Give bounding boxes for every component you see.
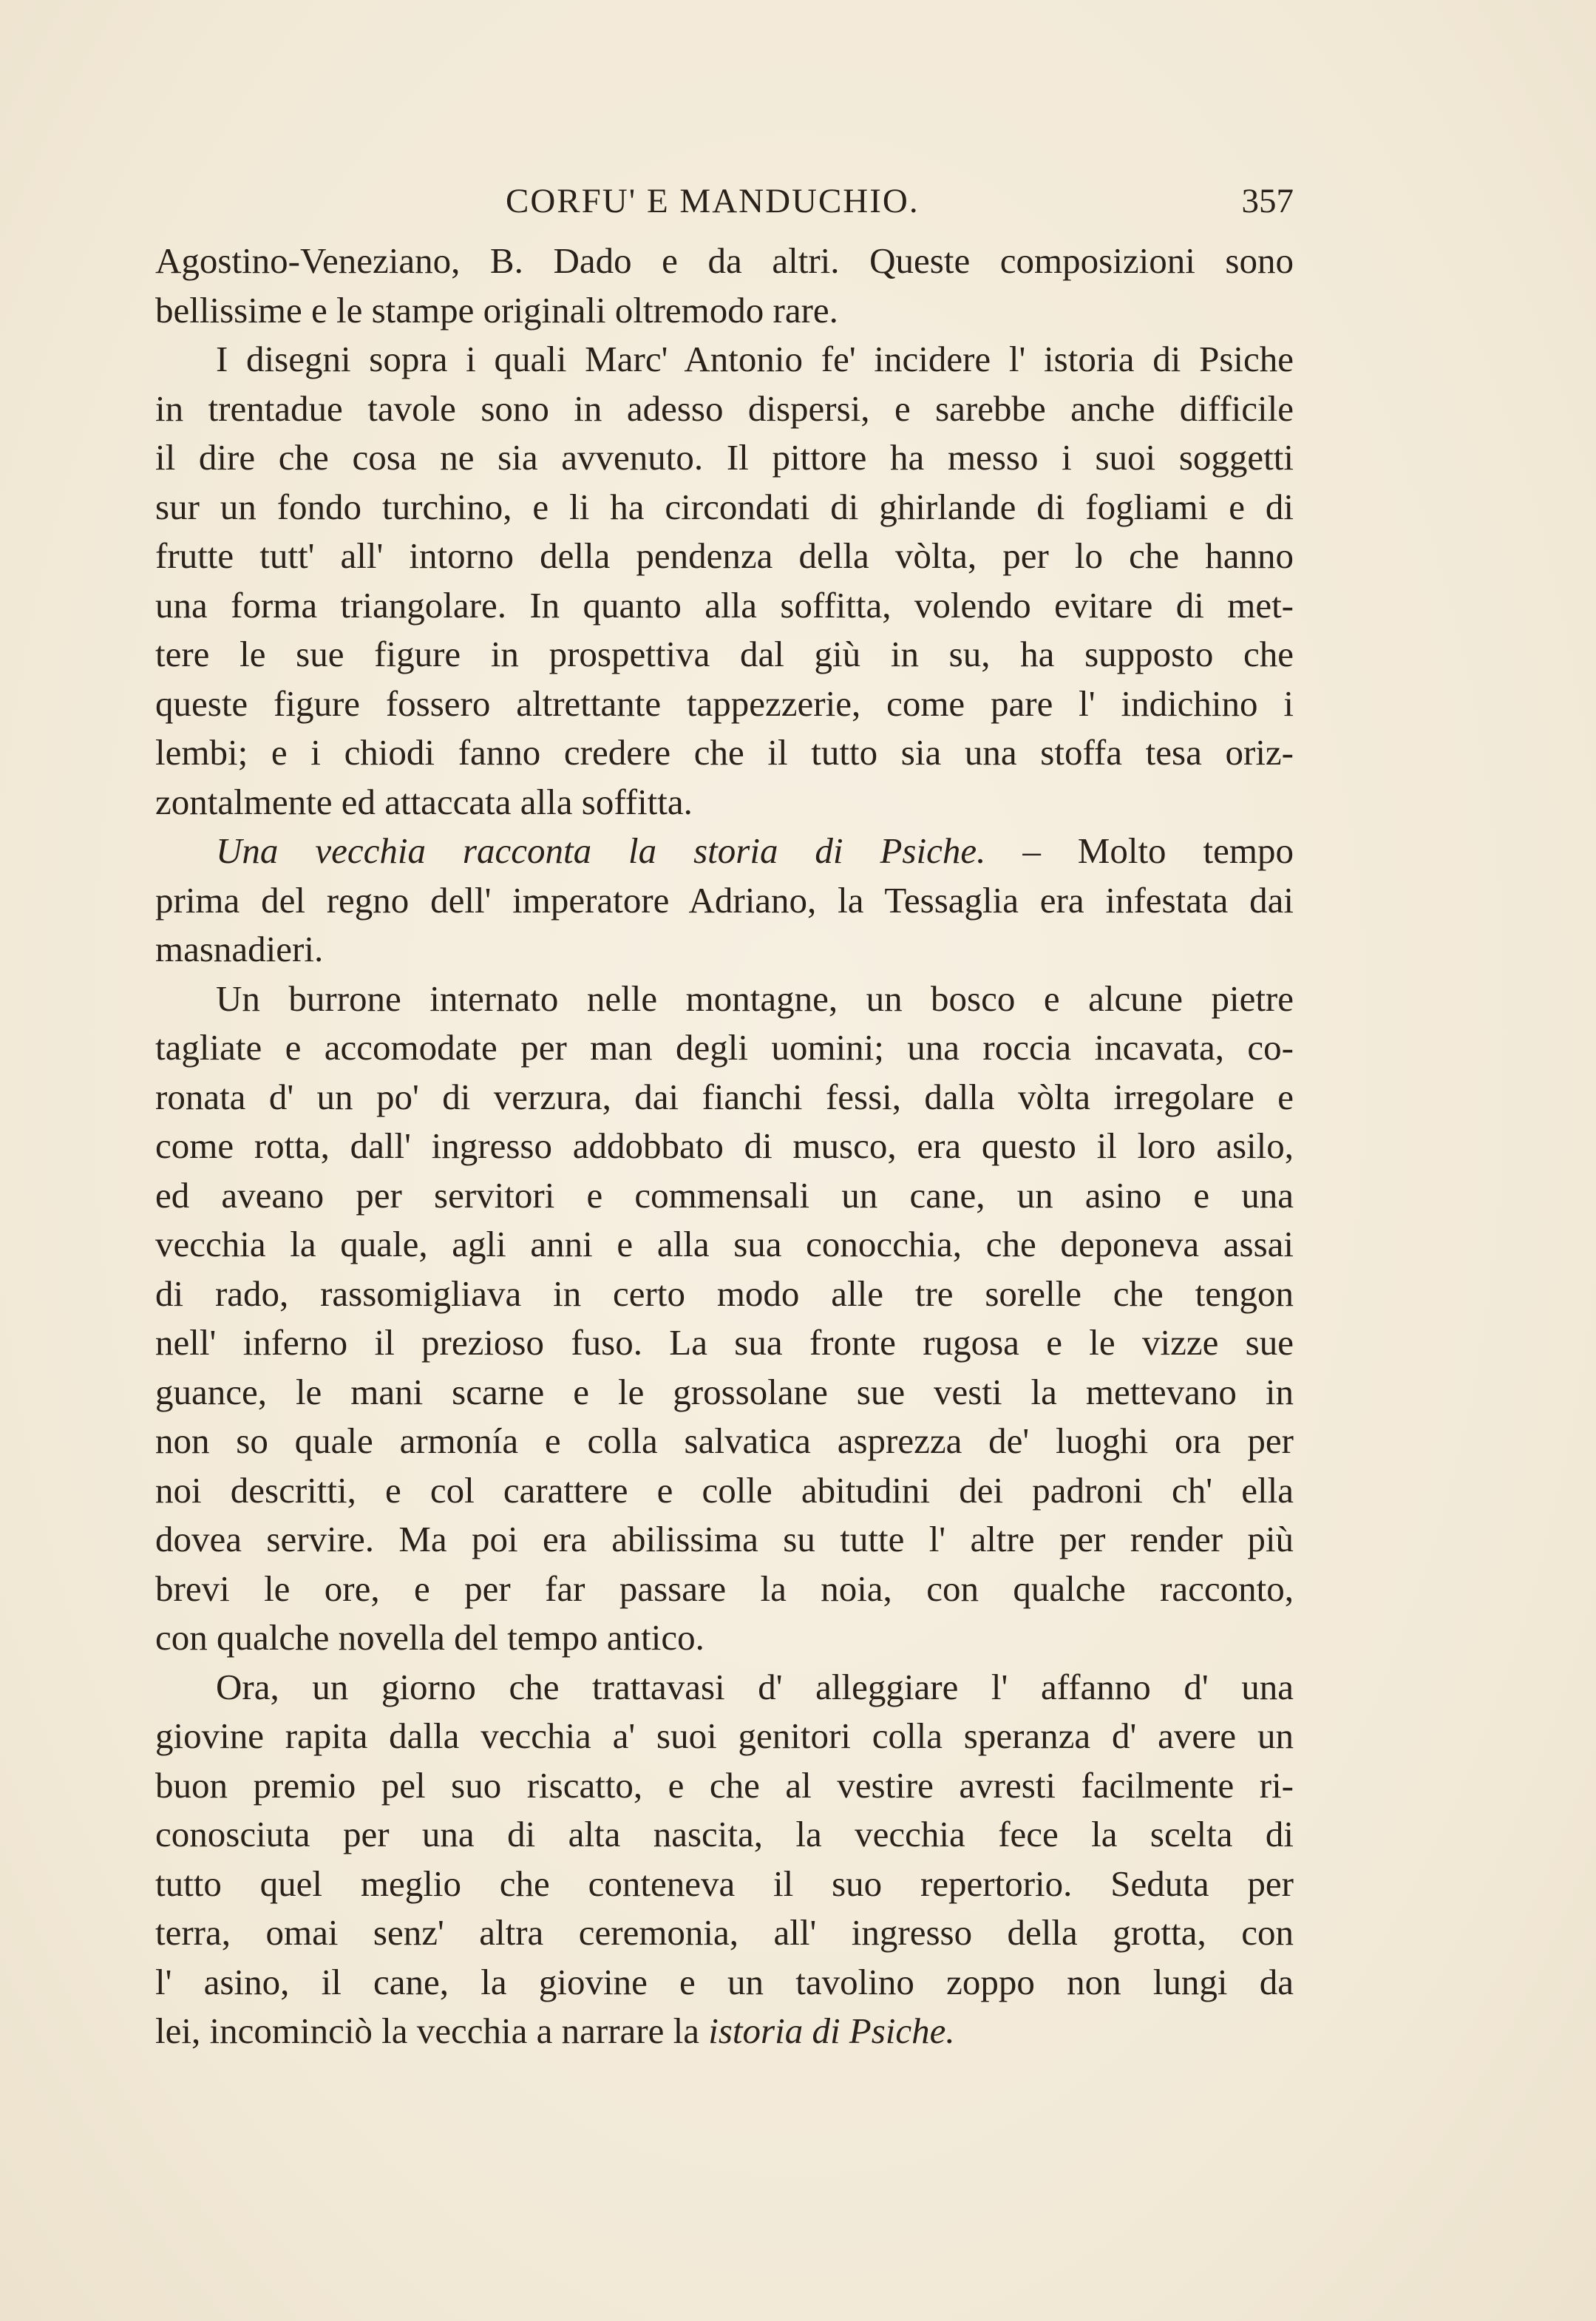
text-run: l' asino, il cane, la giovine e un tavolino zoppo non lungi da [155,1961,1294,2002]
text-line [155,975,1294,1024]
text-line [155,1417,1294,1466]
text-run: prima del regno dell' imperatore Adriano, la Tessaglia era infestata dai [155,879,1294,921]
text-line [155,1810,1294,1860]
text-run: lembi; e i chiodi fanno credere che il tutto sia una stoffa tesa oriz- [155,732,1294,773]
text-run: una forma triangolare. In quanto alla soffitta, volendo evitare di met- [155,584,1294,626]
text-run: guance, le mani scarne e le grossolane sue vesti la mettevano in [155,1371,1294,1412]
text-line [155,335,1294,384]
text-line [155,827,1294,876]
text-line [155,1318,1294,1368]
text-line [155,237,1294,286]
text-run: il dire che cosa ne sia avvenuto. Il pittore ha messo i suoi soggetti [155,437,1294,478]
text-run: sur un fondo turchino, e li ha circondati di ghirlande di fogliami e di [155,486,1294,527]
text-run: Ora, un giorno che trattavasi d' alleggiare l' affanno d' una [216,1666,1294,1707]
page-header [155,181,1294,226]
text-line [155,1122,1294,1171]
text-run: come rotta, dall' ingresso addobbato di musco, era questo il loro asilo, [155,1125,1294,1166]
text-run: masnadieri. [155,929,324,969]
text-line [155,630,1294,680]
text-line [155,1565,1294,1614]
text-line [155,1761,1294,1811]
text-line [155,680,1294,729]
text-run: zontalmente ed attaccata alla soffitta. [155,781,693,822]
text-run: bellissime e le stampe originali oltremodo rare. [155,289,838,331]
page-number: 357 [1241,182,1294,220]
text-line [155,532,1294,581]
text-run: conosciuta per una di alta nascita, la vecchia fece la scelta di [155,1814,1294,1854]
text-run: frutte tutt' all' intorno della pendenza della vòlta, per lo che hanno [155,535,1294,576]
text-line [155,1958,1294,2007]
italic-text: Una vecchia racconta la storia di Psiche. [216,830,986,871]
text-line [155,1171,1294,1221]
text-line [155,384,1294,434]
text-run: noi descritti, e col carattere e colle abitudini dei padroni ch' ella [155,1469,1294,1511]
text-line [155,1073,1294,1122]
text-line [155,1908,1294,1958]
text-run: ronata d' un po' di verzura, dai fianchi fessi, dalla vòlta irregolare e [155,1076,1294,1117]
text-run: con qualche novella del tempo antico. [155,1617,704,1658]
text-line [155,1466,1294,1516]
text-line [155,1613,1294,1663]
text-line [155,1515,1294,1565]
text-line [155,925,1294,975]
text-run: lei, incominciò la vecchia a narrare la [155,2010,709,2051]
text-line [155,1860,1294,1909]
text-run: – Molto tempo [985,830,1294,871]
italic-text: istoria di Psiche. [708,2010,955,2051]
text-run: buon premio pel suo riscatto, e che al vestire avresti facilmente ri- [155,1764,1294,1806]
text-run: tere le sue figure in prospettiva dal giù in su, ha supposto che [155,634,1294,674]
text-line [155,2007,1294,2056]
text-run: ed aveano per servitori e commensali un cane, un asino e una [155,1174,1294,1216]
text-line [155,483,1294,532]
text-line [155,728,1294,778]
text-line [155,1712,1294,1761]
text-run: in trentadue tavole sono in adesso dispersi, e sarebbe anche difficile [155,387,1294,429]
text-run: queste figure fossero altrettante tappezzerie, come pare l' indichino i [155,682,1294,724]
text-run: vecchia la quale, agli anni e alla sua conocchia, che deponeva assai [155,1224,1294,1264]
text-line [155,433,1294,483]
text-run: giovine rapita dalla vecchia a' suoi genitori colla speranza d' avere un [155,1715,1294,1756]
text-run: tutto quel meglio che conteneva il suo repertorio. Seduta per [155,1863,1294,1904]
text-line [155,1270,1294,1319]
text-line [155,581,1294,631]
text-line [155,876,1294,926]
running-title: CORFU' E MANDUCHIO. [506,182,920,220]
text-line [155,1663,1294,1712]
text-run: brevi le ore, e per far passare la noia, con qualche racconto, [155,1568,1294,1609]
text-run: nell' inferno il prezioso fuso. La sua fronte rugosa e le vizze sue [155,1322,1294,1363]
text-run: terra, omai senz' altra ceremonia, all' ingresso della grotta, con [155,1912,1294,1953]
text-line [155,1023,1294,1073]
text-run: Agostino-Veneziano, B. Dado e da altri. Queste composizioni sono [155,240,1294,281]
text-run: tagliate e accomodate per man degli uomini; una roccia incavata, co- [155,1027,1294,1068]
text-line [155,1368,1294,1417]
text-line [155,286,1294,336]
text-run: dovea servire. Ma poi era abilissima su tutte l' altre per render più [155,1519,1294,1559]
text-line [155,778,1294,827]
text-run: Un burrone internato nelle montagne, un bosco e alcune pietre [216,977,1294,1019]
text-run: non so quale armonía e colla salvatica asprezza de' luoghi ora per [155,1420,1294,1461]
text-run: I disegni sopra i quali Marc' Antonio fe' incidere l' istoria di Psiche [216,339,1294,379]
text-line [155,1220,1294,1270]
text-run: di rado, rassomigliava in certo modo alle tre sorelle che tengon [155,1273,1294,1314]
body-text [155,237,1294,2056]
